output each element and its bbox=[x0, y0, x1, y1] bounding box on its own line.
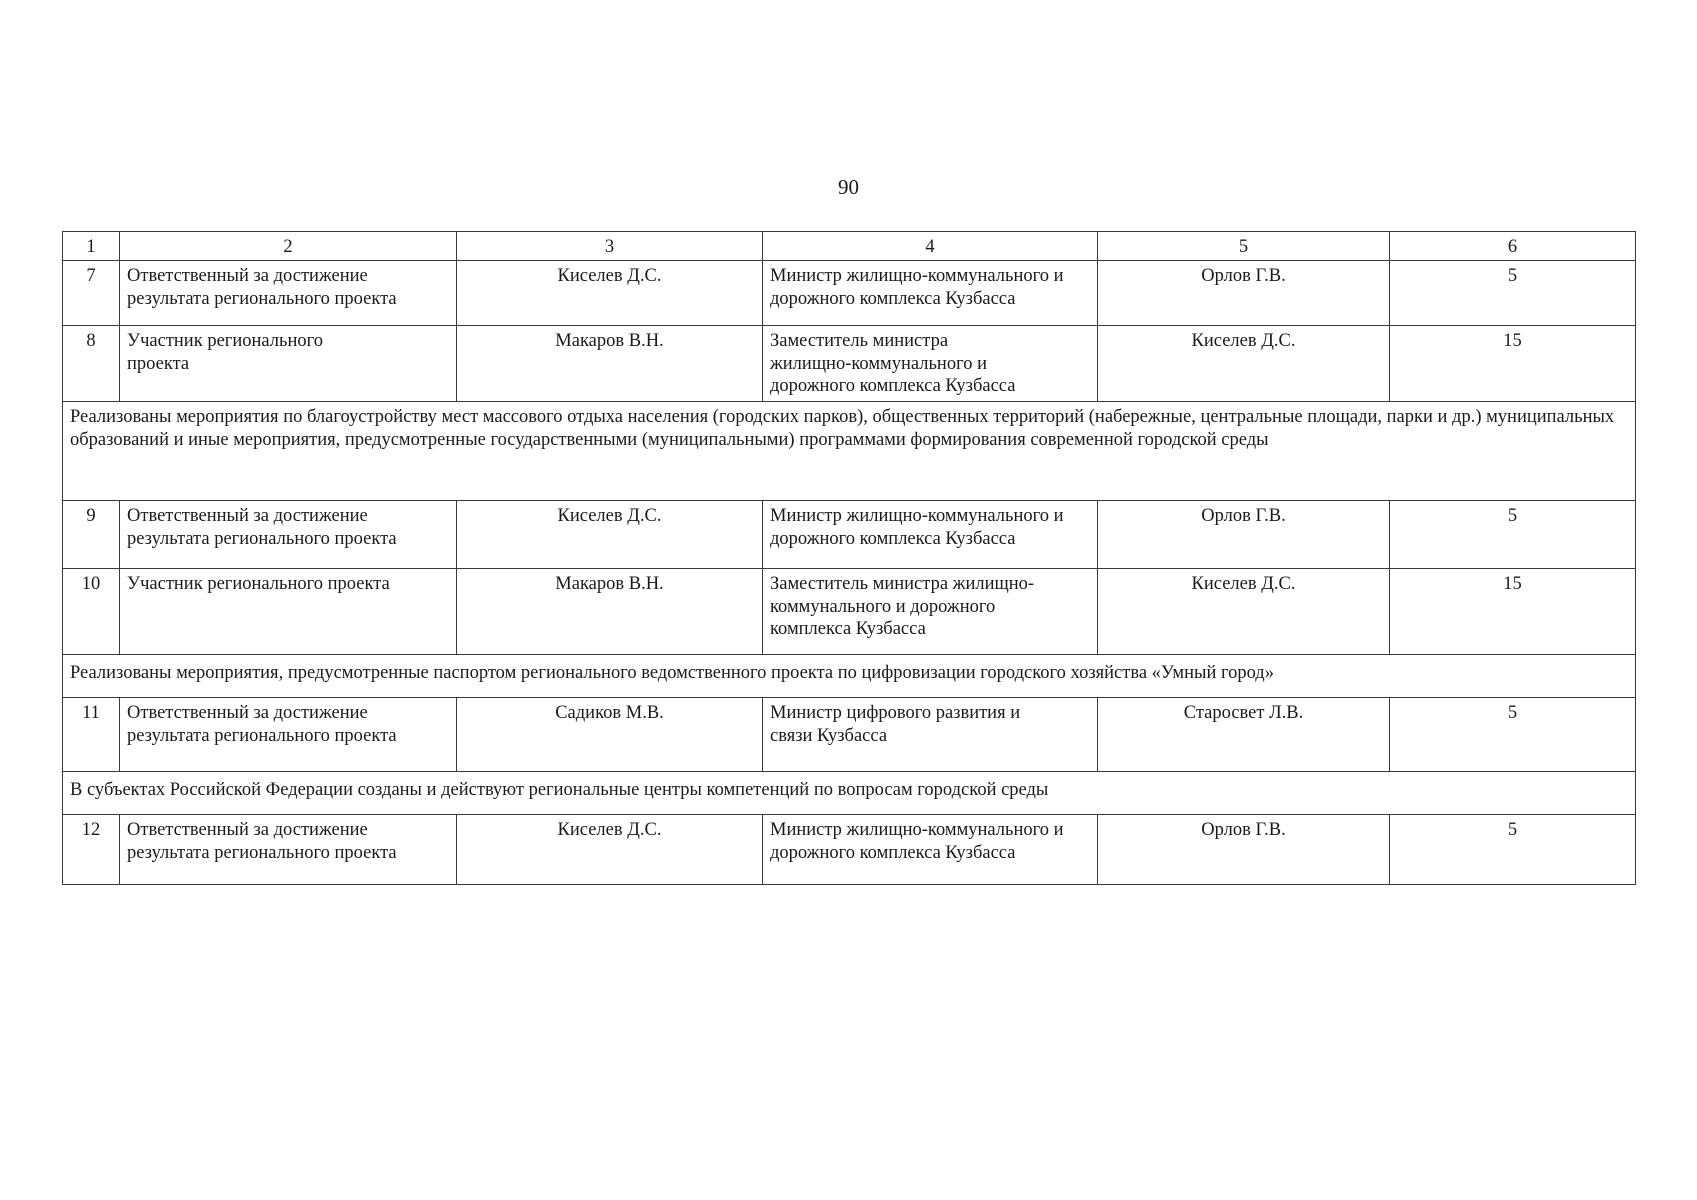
section-heading: Реализованы мероприятия по благоустройству мест массового отдыха населения (городских парков), общественных территорий (набережные, центральные площади, парки и др.) муниципальных образований и иные мероприятия, предусмотренные государственными (муниципальными) программами формирования современной городской среды bbox=[63, 402, 1636, 501]
role-line-2: проекта bbox=[127, 353, 190, 374]
section-heading: Реализованы мероприятия, предусмотренные паспортом регионального ведомственного проекта по цифровизации городского хозяйства «Умный город» bbox=[63, 655, 1636, 698]
column-number-2: 2 bbox=[120, 232, 457, 261]
position-line-1: Министр жилищно-коммунального и bbox=[770, 820, 1064, 840]
section-heading: В субъектах Российской Федерации созданы и действуют региональные центры компетенций по вопросам городской среды bbox=[63, 772, 1636, 815]
role-line-1: Ответственный за достижение bbox=[127, 266, 368, 286]
role-line-2: результата регионального проекта bbox=[127, 842, 397, 863]
project-role bbox=[120, 815, 457, 885]
role-line-2: результата регионального проекта bbox=[127, 528, 397, 549]
section-heading-row bbox=[63, 402, 1636, 501]
position-line-2: дорожного комплекса Кузбасса bbox=[770, 288, 1016, 309]
responsibility-table bbox=[62, 231, 1636, 885]
position-line-1: Министр цифрового развития и bbox=[770, 703, 1021, 723]
row-number: 9 bbox=[63, 501, 120, 569]
person-name: Киселев Д.С. bbox=[457, 261, 763, 326]
project-role: Участник регионального проекта bbox=[120, 569, 457, 655]
person-name: Киселев Д.С. bbox=[457, 501, 763, 569]
person-name: Киселев Д.С. bbox=[457, 815, 763, 885]
person-position bbox=[763, 261, 1098, 326]
position-line-1: Заместитель министра bbox=[770, 331, 949, 351]
person-name: Садиков М.В. bbox=[457, 698, 763, 772]
position-line-2: связи Кузбасса bbox=[770, 725, 888, 746]
direct-supervisor: Киселев Д.С. bbox=[1098, 326, 1390, 402]
time-share: 15 bbox=[1390, 569, 1636, 655]
column-number-6: 6 bbox=[1390, 232, 1636, 261]
project-role bbox=[120, 326, 457, 402]
position-line-3: комплекса Кузбасса bbox=[770, 619, 926, 639]
role-line-1: Ответственный за достижение bbox=[127, 506, 368, 526]
role-line-2: результата регионального проекта bbox=[127, 288, 397, 309]
table-row bbox=[63, 698, 1636, 772]
position-line-2: дорожного комплекса Кузбасса bbox=[770, 842, 1016, 863]
person-position bbox=[763, 326, 1098, 402]
table-row bbox=[63, 815, 1636, 885]
row-number: 12 bbox=[63, 815, 120, 885]
column-number-header-row bbox=[63, 232, 1636, 261]
column-number-4: 4 bbox=[763, 232, 1098, 261]
project-role bbox=[120, 261, 457, 326]
direct-supervisor: Киселев Д.С. bbox=[1098, 569, 1390, 655]
time-share: 5 bbox=[1390, 261, 1636, 326]
position-line-2: коммунального и дорожного bbox=[770, 596, 996, 617]
position-line-1: Министр жилищно-коммунального и bbox=[770, 266, 1064, 286]
project-role bbox=[120, 501, 457, 569]
position-line-2: дорожного комплекса Кузбасса bbox=[770, 528, 1016, 549]
person-position bbox=[763, 569, 1098, 655]
section-heading-row bbox=[63, 655, 1636, 698]
role-line-2: результата регионального проекта bbox=[127, 725, 397, 746]
table-row bbox=[63, 326, 1636, 402]
table-row bbox=[63, 569, 1636, 655]
column-number-5: 5 bbox=[1098, 232, 1390, 261]
section-heading-row bbox=[63, 772, 1636, 815]
direct-supervisor: Орлов Г.В. bbox=[1098, 501, 1390, 569]
position-line-2: жилищно-коммунального и bbox=[770, 353, 987, 374]
page-number: 90 bbox=[838, 175, 859, 199]
time-share: 5 bbox=[1390, 501, 1636, 569]
direct-supervisor: Старосвет Л.В. bbox=[1098, 698, 1390, 772]
row-number: 10 bbox=[63, 569, 120, 655]
person-name: Макаров В.Н. bbox=[457, 569, 763, 655]
role-line-1: Участник регионального bbox=[127, 331, 323, 351]
time-share: 5 bbox=[1390, 698, 1636, 772]
role-line-1: Ответственный за достижение bbox=[127, 703, 368, 723]
position-line-1: Заместитель министра жилищно- bbox=[770, 574, 1035, 594]
position-line-1: Министр жилищно-коммунального и bbox=[770, 506, 1064, 526]
row-number: 11 bbox=[63, 698, 120, 772]
project-role bbox=[120, 698, 457, 772]
position-line-3: дорожного комплекса Кузбасса bbox=[770, 376, 1016, 396]
person-position bbox=[763, 815, 1098, 885]
row-number: 8 bbox=[63, 326, 120, 402]
direct-supervisor: Орлов Г.В. bbox=[1098, 261, 1390, 326]
table-row bbox=[63, 501, 1636, 569]
time-share: 15 bbox=[1390, 326, 1636, 402]
row-number: 7 bbox=[63, 261, 120, 326]
column-number-1: 1 bbox=[63, 232, 120, 261]
table-row bbox=[63, 261, 1636, 326]
time-share: 5 bbox=[1390, 815, 1636, 885]
role-line-1: Ответственный за достижение bbox=[127, 820, 368, 840]
column-number-3: 3 bbox=[457, 232, 763, 261]
person-position bbox=[763, 698, 1098, 772]
direct-supervisor: Орлов Г.В. bbox=[1098, 815, 1390, 885]
person-position bbox=[763, 501, 1098, 569]
person-name: Макаров В.Н. bbox=[457, 326, 763, 402]
